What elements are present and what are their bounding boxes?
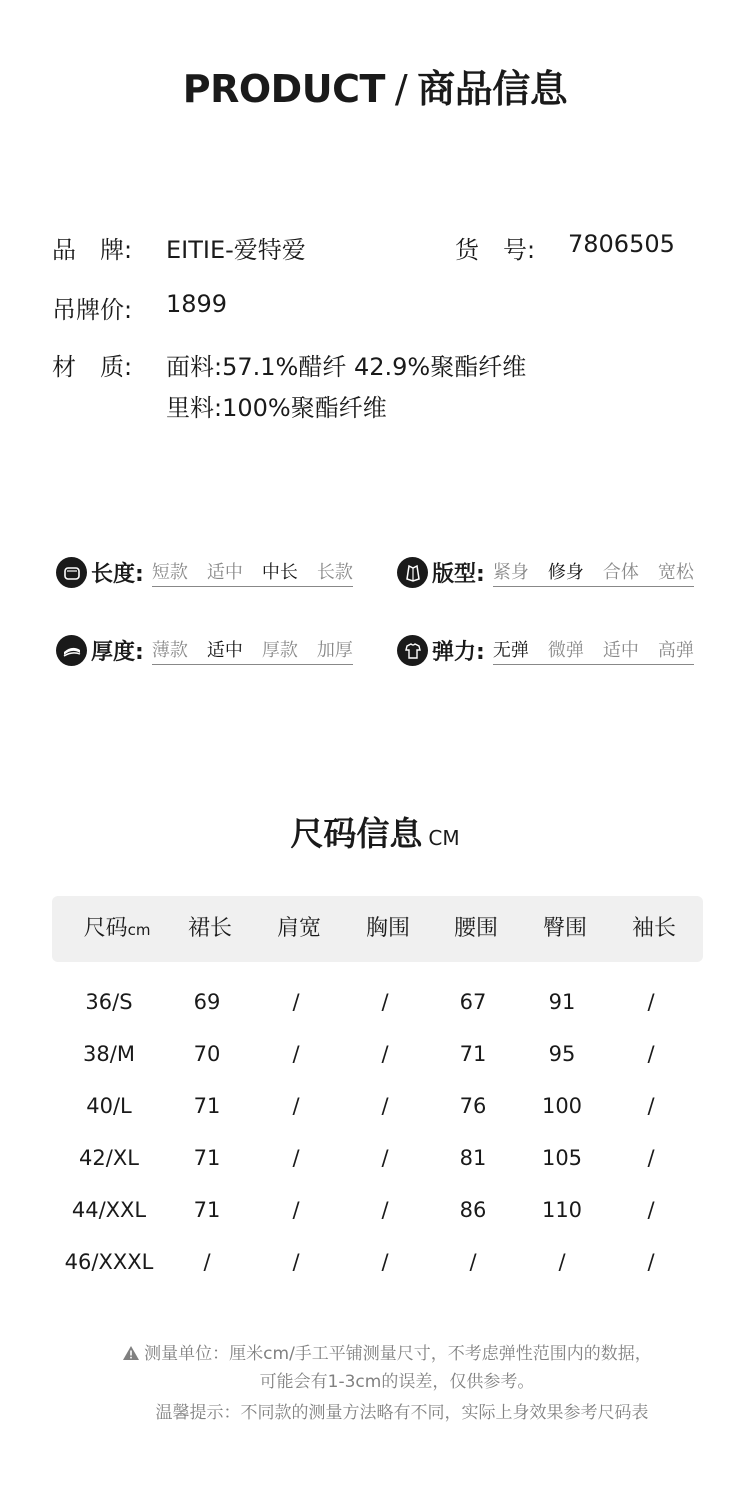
size-title-unit: CM xyxy=(428,826,460,850)
size-section-title xyxy=(0,808,750,855)
cell-chest: / xyxy=(381,1146,389,1170)
cell-sleeve: / xyxy=(647,990,655,1014)
dress-form-icon xyxy=(397,557,428,588)
cell-shoulder: / xyxy=(292,1146,300,1170)
option-tight: 紧身 xyxy=(492,562,529,583)
attribute-options xyxy=(152,636,353,665)
option-extra-thick: 加厚 xyxy=(316,640,353,661)
title-separator: / xyxy=(394,67,408,111)
measurement-note-2: 可能会有1-3cm的误差，仅供参考。 xyxy=(259,1372,535,1392)
stretch-shirt-icon xyxy=(397,635,428,666)
brand-label: 品 牌: xyxy=(52,236,133,264)
cell-skirt-length: 71 xyxy=(193,1198,221,1222)
fabric-thickness-icon xyxy=(56,635,87,666)
cell-shoulder: / xyxy=(292,1094,300,1118)
header-skirt-length: 裙长 xyxy=(187,916,232,941)
material-fabric: 面料:57.1%醋纤 42.9%聚酯纤维 xyxy=(166,353,527,381)
attribute-thickness xyxy=(56,635,353,666)
cell-size: 38/M xyxy=(83,1042,135,1066)
option-medium-selected: 适中 xyxy=(206,640,243,661)
attribute-options xyxy=(152,558,353,587)
option-loose: 宽松 xyxy=(657,562,694,583)
cell-skirt-length: 71 xyxy=(193,1146,221,1170)
option-slight-stretch: 微弹 xyxy=(547,640,584,661)
title-en: PRODUCT xyxy=(182,67,385,111)
price-label: 吊牌价: xyxy=(52,296,133,324)
attribute-label: 弹力: xyxy=(432,640,485,665)
attribute-label: 长度: xyxy=(91,562,144,587)
page-title xyxy=(0,58,750,113)
cell-chest: / xyxy=(381,990,389,1014)
cell-hip: 105 xyxy=(541,1146,583,1170)
option-no-stretch-selected: 无弹 xyxy=(492,640,529,661)
cell-hip: 100 xyxy=(541,1094,583,1118)
option-regular: 合体 xyxy=(602,562,639,583)
price-value: 1899 xyxy=(166,290,228,318)
size-table-header xyxy=(52,896,703,962)
attribute-stretch xyxy=(397,635,694,666)
cell-size: 40/L xyxy=(86,1094,132,1118)
option-thick: 厚款 xyxy=(261,640,298,661)
attribute-label: 版型: xyxy=(432,562,485,587)
cell-waist: 71 xyxy=(459,1042,487,1066)
header-hip: 臀围 xyxy=(542,916,587,941)
cell-waist: / xyxy=(469,1250,477,1274)
option-slim-selected: 修身 xyxy=(547,562,584,583)
warning-icon xyxy=(122,1345,140,1361)
material-label: 材 质: xyxy=(52,353,133,381)
cell-sleeve: / xyxy=(647,1094,655,1118)
cell-sleeve: / xyxy=(647,1146,655,1170)
cell-waist: 86 xyxy=(459,1198,487,1222)
cell-chest: / xyxy=(381,1198,389,1222)
cell-waist: 81 xyxy=(459,1146,487,1170)
header-shoulder: 肩宽 xyxy=(276,916,321,941)
option-high-stretch: 高弹 xyxy=(657,640,694,661)
attribute-options xyxy=(493,558,694,587)
cell-shoulder: / xyxy=(292,990,300,1014)
sku-value: 7806505 xyxy=(568,230,675,258)
cell-hip: / xyxy=(558,1250,566,1274)
cell-skirt-length: / xyxy=(203,1250,211,1274)
header-sleeve: 袖长 xyxy=(631,916,676,941)
cell-shoulder: / xyxy=(292,1250,300,1274)
attribute-options xyxy=(493,636,694,665)
size-title-text: 尺码信息 xyxy=(290,814,423,853)
cell-size: 46/XXXL xyxy=(64,1250,154,1274)
cell-hip: 95 xyxy=(548,1042,576,1066)
cell-sleeve: / xyxy=(647,1042,655,1066)
cell-shoulder: / xyxy=(292,1198,300,1222)
option-thin: 薄款 xyxy=(151,640,188,661)
cell-chest: / xyxy=(381,1094,389,1118)
cell-size: 36/S xyxy=(85,990,133,1014)
cell-chest: / xyxy=(381,1042,389,1066)
brand-value: EITIE-爱特爱 xyxy=(166,236,306,264)
sku-label: 货 号: xyxy=(455,236,536,264)
cell-sleeve: / xyxy=(647,1198,655,1222)
tips-note: 温馨提示：不同款的测量方法略有不同，实际上身效果参考尺码表 xyxy=(155,1403,649,1423)
cell-skirt-length: 69 xyxy=(193,990,221,1014)
option-medium: 适中 xyxy=(206,562,243,583)
cell-skirt-length: 71 xyxy=(193,1094,221,1118)
material-lining: 里料:100%聚酯纤维 xyxy=(166,394,387,422)
title-cn: 商品信息 xyxy=(417,67,568,111)
option-short: 短款 xyxy=(151,562,188,583)
cell-size: 44/XXL xyxy=(71,1198,147,1222)
cell-size: 42/XL xyxy=(79,1146,139,1170)
cell-shoulder: / xyxy=(292,1042,300,1066)
measurement-note: 测量单位：厘米cm/手工平铺测量尺寸，不考虑弹性范围内的数据， xyxy=(0,1339,750,1364)
header-chest: 胸围 xyxy=(365,916,410,941)
attribute-length xyxy=(56,557,353,588)
cell-waist: 67 xyxy=(459,990,487,1014)
option-midi-selected: 中长 xyxy=(261,562,298,583)
cell-hip: 110 xyxy=(541,1198,583,1222)
cell-hip: 91 xyxy=(548,990,576,1014)
header-waist: 腰围 xyxy=(453,916,498,941)
cell-sleeve: / xyxy=(647,1250,655,1274)
cell-chest: / xyxy=(381,1250,389,1274)
header-size: 尺码cm xyxy=(83,916,151,941)
skirt-length-icon xyxy=(56,557,87,588)
option-medium-stretch: 适中 xyxy=(602,640,639,661)
cell-skirt-length: 70 xyxy=(193,1042,221,1066)
attribute-label: 厚度: xyxy=(91,640,144,665)
option-long: 长款 xyxy=(316,562,353,583)
attribute-fit xyxy=(397,557,694,588)
cell-waist: 76 xyxy=(459,1094,487,1118)
